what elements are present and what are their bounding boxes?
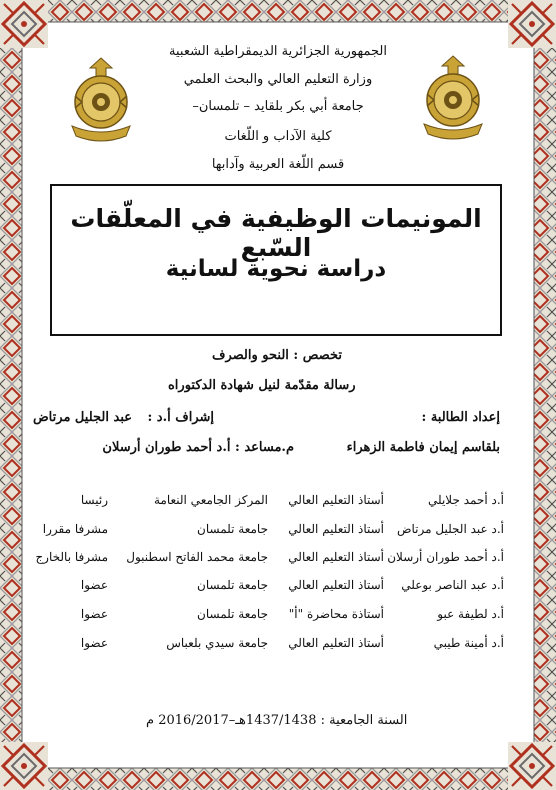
supervisor-label: إشراف أ.د :: [147, 410, 214, 425]
committee-member-rank: أستاذة محاضرة "أ": [288, 607, 384, 621]
committee-member-institution: جامعة تلمسان: [197, 607, 268, 621]
title-box: [50, 184, 502, 336]
committee-member-role: عضوا: [80, 636, 108, 650]
thesis-type: رسالة مقدّمة لنيل شهادة الدكتوراه: [168, 378, 356, 393]
committee-member-role: عضوا: [80, 578, 108, 592]
committee-member-name: أ.د أحمد جلايلي: [427, 493, 504, 507]
committee-member-name: أ.د أحمد طوران أرسلان: [387, 550, 504, 564]
student-label: إعداد الطالبة :: [421, 410, 500, 425]
committee-member-rank: أستاذ التعليم العالي: [288, 550, 384, 564]
committee-member-role: مشرفا بالخارج: [35, 550, 108, 564]
committee-member-role: مشرفا مقررا: [42, 522, 108, 536]
committee-member-name: أ.د عبد الجليل مرتاض: [397, 522, 504, 536]
header-ministry: وزارة التعليم العالي والبحث العلمي: [183, 72, 373, 87]
supervisor-name: عبد الجليل مرتاض: [32, 410, 132, 425]
academic-year: السنة الجامعية : 1437/1438هـ–2016/2017 م: [146, 713, 408, 728]
committee-member-institution: جامعة سيدي بلعباس: [166, 636, 268, 650]
co-supervisor: م.مساعد : أ.د أحمد طوران أرسلان: [102, 440, 294, 455]
committee-member-name: أ.د عبد الناصر بوعلي: [401, 578, 504, 592]
thesis-subtitle: دراسة نحوية لسانية: [165, 256, 387, 282]
header-republic: الجمهورية الجزائرية الديمقراطية الشعبية: [169, 44, 387, 59]
committee-member-institution: جامعة تلمسان: [197, 522, 268, 536]
student-name: بلقاسم إيمان فاطمة الزهراء: [346, 440, 500, 455]
thesis-title: المونيمات الوظيفية في المعلّقات السّبع: [70, 204, 482, 262]
committee-member-rank: أستاذ التعليم العالي: [288, 493, 384, 507]
committee-member-name: أ.د أمينة طيبي: [433, 636, 504, 650]
header-department: قسم اللّغة العربية وآدابها: [211, 157, 345, 172]
committee-member-rank: أستاذ التعليم العالي: [288, 578, 384, 592]
committee-member-institution: جامعة محمد الفاتح اسطنبول: [126, 550, 268, 564]
committee-member-role: عضوا: [80, 607, 108, 621]
header-faculty: كلية الآداب و اللّغات: [224, 129, 332, 144]
committee-member-rank: أستاذ التعليم العالي: [288, 522, 384, 536]
committee-member-role: رئيسا: [80, 493, 108, 507]
committee-member-institution: المركز الجامعي النعامة: [153, 493, 268, 507]
university-seal-icon: [66, 56, 136, 148]
university-seal-icon: [418, 54, 488, 146]
header-university: جامعة أبي بكر بلقايد – تلمسان–: [192, 99, 364, 114]
committee-member-rank: أستاذ التعليم العالي: [288, 636, 384, 650]
committee-member-institution: جامعة تلمسان: [197, 578, 268, 592]
committee-member-name: أ.د لطيفة عبو: [437, 607, 504, 621]
specialty: تخصص : النحو والصرف: [212, 348, 342, 363]
